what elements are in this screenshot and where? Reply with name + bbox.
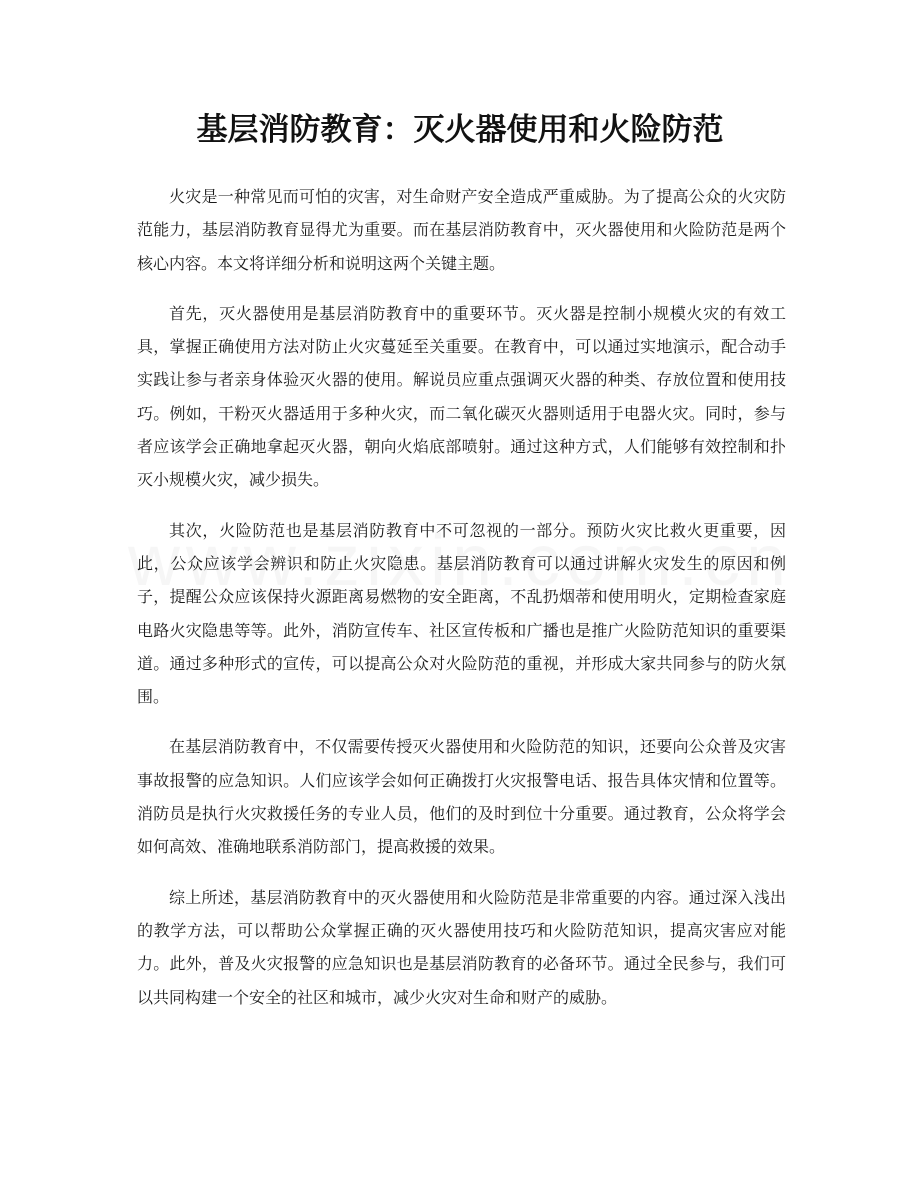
paragraph: 综上所述，基层消防教育中的灭火器使用和火险防范是非常重要的内容。通过深入浅出的教学方法，可以帮助公众掌握正确的灭火器使用技巧和火险防范知识，提高灾害应对能力。此外，普及火灾报警的应急知识也是基层消防教育的必备环节。通过全民参与，我们可以共同构建一个安全的社区和城市，减少火灾对生命和财产的威胁。 bbox=[137, 887, 786, 1007]
paragraph: 其次，火险防范也是基层消防教育中不可忽视的一部分。预防火灾比救火更重要，因此，公众应该学会辨识和防止火灾隐患。基层消防教育可以通过讲解火灾发生的原因和例子，提醒公众应该保持火源距离易燃物的安全距离，不乱扔烟蒂和使用明火，定期检查家庭电路火灾隐患等等。此外，消防宣传车、社区宣传板和广播也是推广火险防范知识的重要渠道。通过多种形式的宣传，可以提高公众对火险防范的重视，并形成大家共同参与的防火氛围。 bbox=[137, 520, 786, 707]
paragraph: 火灾是一种常见而可怕的灾害，对生命财产安全造成严重威胁。为了提高公众的火灾防范能力，基层消防教育显得尤为重要。而在基层消防教育中，灭火器使用和火险防范是两个核心内容。本文将详细分析和说明这两个关键主题。 bbox=[137, 187, 786, 273]
paragraph: 首先，灭火器使用是基层消防教育中的重要环节。灭火器是控制小规模火灾的有效工具，掌握正确使用方法对防止火灾蔓延至关重要。在教育中，可以通过实地演示，配合动手实践让参与者亲身体验灭火器的使用。解说员应重点强调灭火器的种类、存放位置和使用技巧。例如，干粉灭火器适用于多种火灾，而二氧化碳灭火器则适用于电器火灾。同时，参与者应该学会正确地拿起灭火器，朝向火焰底部喷射。通过这种方式，人们能够有效控制和扑灭小规模火灾，减少损失。 bbox=[137, 303, 786, 490]
page-title: 基层消防教育：灭火器使用和火险防范 bbox=[196, 112, 724, 148]
document-body bbox=[137, 180, 786, 1031]
paragraph: 在基层消防教育中，不仅需要传授灭火器使用和火险防范的知识，还要向公众普及灾害事故报警的应急知识。人们应该学会如何正确拨打火灾报警电话、报告具体灾情和位置等。消防员是执行火灾救援任务的专业人员，他们的及时到位十分重要。通过教育，公众将学会如何高效、准确地联系消防部门，提高救援的效果。 bbox=[137, 737, 786, 857]
